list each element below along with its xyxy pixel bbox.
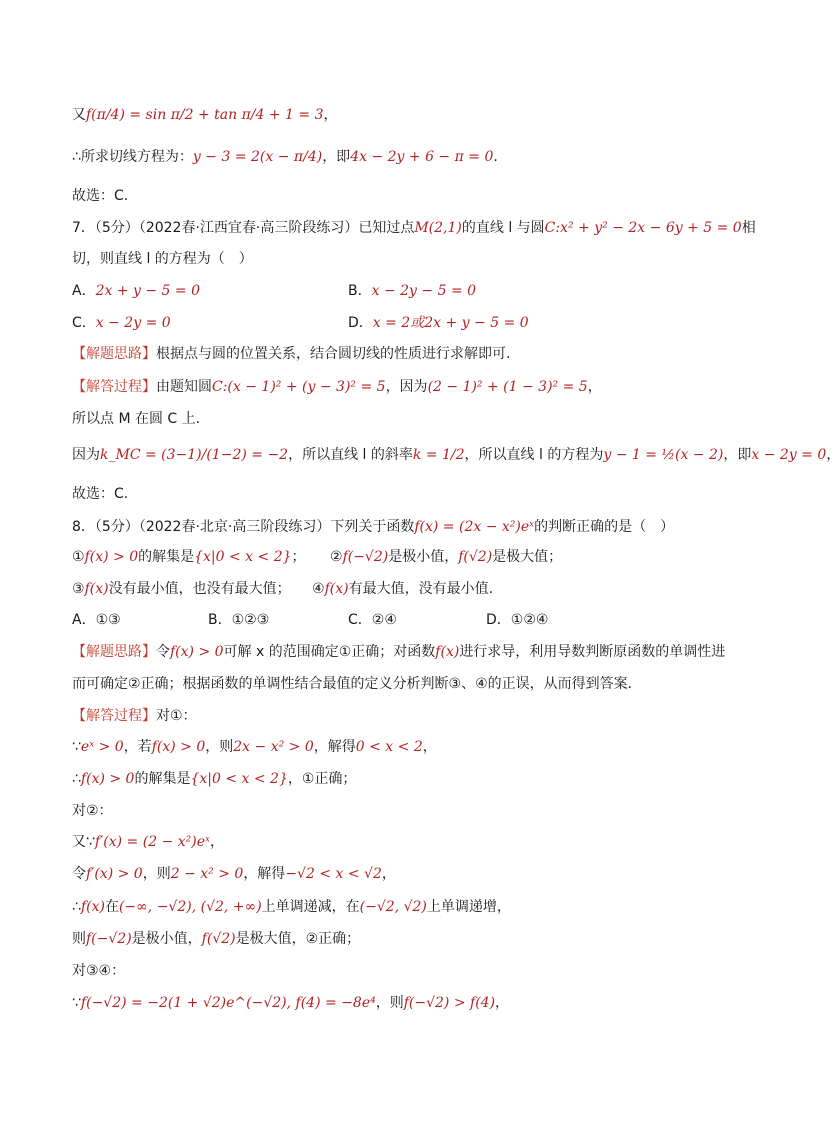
q7-stem-1	[72, 217, 754, 239]
prev-line-1	[72, 104, 754, 126]
idea-label: 【解题思路】	[72, 346, 156, 362]
label: D．	[348, 315, 373, 331]
text: 8．（5分）（2022春·北京·高三阶段练习）下列关于函数	[72, 519, 415, 535]
math: 2x − x² > 0	[233, 739, 314, 755]
math: f(√2)	[201, 931, 236, 947]
math: f(−√2) > f(4)	[403, 995, 496, 1011]
text: 上单调递增，	[426, 899, 511, 915]
text: ④	[312, 581, 325, 597]
math: {x|0 < x < 2}	[190, 771, 288, 787]
text: 相	[741, 220, 756, 236]
text: ，即	[723, 447, 752, 463]
math: f(−√2) = −2(1 + √2)e^(−√2), f(4) = −8e⁴	[80, 995, 376, 1011]
text: 进行求导，利用导数判断原函数的单调性进	[459, 644, 726, 660]
q7-options-row-1	[72, 280, 754, 302]
text: 可解 x 的范围确定①正确；对函数	[223, 644, 436, 660]
option-c	[72, 315, 171, 331]
q8-proc-8: 对③④：	[72, 963, 126, 979]
option-c: C．②④	[348, 612, 397, 628]
text: 是极大值，②正确；	[235, 931, 361, 947]
process-label: 【解答过程】	[72, 379, 156, 395]
math: 2x + y − 5 = 0	[95, 283, 200, 299]
text: 因为	[72, 447, 100, 463]
math: eˣ > 0	[80, 739, 124, 755]
math: (−∞, −√2), (√2, +∞)	[118, 899, 262, 915]
math: (2 − 1)² + (1 − 3)² = 5	[427, 379, 588, 395]
math: f′(x) = (2 − x²)eˣ	[94, 834, 210, 850]
statement-3	[72, 581, 291, 597]
q8-stem	[72, 516, 754, 538]
math: 0 < x < 2	[355, 739, 423, 755]
math: f(x) = (2x − x²)eˣ	[414, 519, 535, 535]
math: (−√2, √2)	[359, 899, 427, 915]
text: 又	[72, 107, 86, 123]
q8-statements-row-2	[72, 578, 754, 600]
q7-proc-3	[72, 444, 840, 466]
q8-proc-9	[72, 992, 754, 1014]
option-a: A．①③	[72, 612, 121, 628]
q7-proc-1	[72, 376, 754, 398]
option-a	[72, 283, 200, 299]
text: 是极大值；	[492, 549, 563, 565]
q8-idea-2: 而可确定②正确；根据函数的单调性结合最值的定义分析判断③、④的正误，从而得到答案．	[72, 676, 642, 692]
text: 令	[72, 866, 86, 882]
text: ；	[291, 549, 306, 565]
q7-stem-2: 切，则直线 l 的方程为（ ）	[72, 251, 253, 267]
text: ，所以直线 l 的斜率	[288, 447, 413, 463]
text: ∴所求切线方程为：	[72, 149, 193, 165]
idea-label: 【解题思路】	[72, 644, 156, 660]
text: ①	[72, 549, 85, 565]
text: 根据点与圆的位置关系，结合圆切线的性质进行求解即可.	[156, 346, 511, 362]
q8-proc-head	[72, 705, 754, 727]
q8-idea-1	[72, 641, 754, 663]
math: f(x) > 0	[151, 739, 206, 755]
math: f(x)	[84, 581, 109, 597]
text: ，则	[142, 866, 171, 882]
option-b	[348, 280, 476, 302]
math: k_MC = (3−1)/(1−2) = −2	[100, 447, 289, 463]
text: 有最大值，没有最小值.	[348, 581, 494, 597]
text: ，解得	[243, 866, 286, 882]
text: ，	[209, 834, 224, 850]
text: ，	[422, 739, 437, 755]
prev-answer: 故选：C.	[72, 188, 129, 204]
math: M(2,1)	[414, 220, 462, 236]
math: f(x) > 0	[80, 771, 135, 787]
math: f(x) > 0	[84, 549, 139, 565]
q7-idea	[72, 343, 754, 365]
math: k = 1/2	[412, 447, 465, 463]
label: A．	[72, 283, 96, 299]
math: x − 2y = 0	[751, 447, 827, 463]
text: ③	[72, 581, 85, 597]
text: 的判断正确的是（ ）	[534, 519, 675, 535]
math: f(x)	[435, 644, 460, 660]
math: f(√2)	[458, 549, 493, 565]
text: 则	[72, 931, 86, 947]
math: f(x) > 0	[170, 644, 224, 660]
text: 由题知圆	[156, 379, 212, 395]
text: ，	[826, 447, 840, 463]
text: ，所以直线 l 的方程为	[464, 447, 604, 463]
math: f(−√2)	[86, 931, 132, 947]
math: f′(x) > 0	[86, 866, 143, 882]
text: ，	[323, 107, 338, 123]
math: x − 2y − 5 = 0	[371, 283, 477, 299]
prev-line-2	[72, 146, 754, 168]
statement-1	[72, 549, 306, 565]
math: 2 − x² > 0	[170, 866, 244, 882]
math: {x|0 < x < 2}	[194, 549, 292, 565]
text: 令	[156, 644, 170, 660]
math: f(−√2)	[342, 549, 389, 565]
text: ，①正确；	[287, 771, 357, 787]
q7-options-row-2	[72, 312, 754, 334]
text: 在	[104, 899, 119, 915]
text: ②	[330, 549, 343, 565]
text: ∵	[72, 739, 81, 755]
q7-answer: 故选：C.	[72, 486, 129, 502]
q8-proc-3: 对②：	[72, 803, 113, 819]
option-d	[348, 312, 529, 334]
q8-proc-6	[72, 896, 754, 918]
text: 7．（5分）（2022春·江西宜春·高三阶段练习）已知过点	[72, 220, 415, 236]
text: 又∵	[72, 834, 95, 850]
text: 对①：	[156, 708, 197, 724]
math: y − 3 = 2(x − π/4)	[192, 149, 323, 165]
text: 的直线 l 与圆	[461, 220, 545, 236]
text: 没有最小值，也没有最大值；	[108, 581, 291, 597]
text: ，解得	[313, 739, 356, 755]
text: ，则	[375, 995, 404, 1011]
math: C:x² + y² − 2x − 6y + 5 = 0	[544, 220, 742, 236]
math: C:(x − 1)² + (y − 3)² = 5	[212, 379, 386, 395]
q8-proc-2	[72, 768, 754, 790]
text: ，	[495, 995, 510, 1011]
text: 上单调递减，在	[261, 899, 360, 915]
statement-2	[330, 546, 562, 568]
text: ∴	[72, 899, 81, 915]
math: f(x)	[80, 899, 105, 915]
math: x = 2或2x + y − 5 = 0	[372, 315, 529, 331]
text: .	[493, 149, 498, 165]
q8-proc-7	[72, 928, 754, 950]
text: ，	[587, 379, 602, 395]
statement-4	[312, 578, 493, 600]
text: ，即	[322, 149, 351, 165]
option-b: B．①②③	[208, 612, 270, 628]
process-label: 【解答过程】	[72, 708, 156, 724]
q7-proc-2: 所以点 M 在圆 C 上.	[72, 411, 201, 427]
text: ∴	[72, 771, 81, 787]
math: −√2 < x < √2	[285, 866, 382, 882]
text: ，	[381, 866, 396, 882]
q8-statements-row-1	[72, 546, 754, 568]
math: 4x − 2y + 6 − π = 0	[350, 149, 494, 165]
label: B．	[348, 283, 372, 299]
math: f(x)	[324, 581, 349, 597]
math: y − 1 = ½(x − 2)	[603, 447, 724, 463]
math: f(π/4) = sin π/2 + tan π/4 + 1 = 3	[86, 107, 324, 123]
text: ∵	[72, 995, 81, 1011]
q8-proc-4	[72, 831, 754, 853]
text: 是极小值，	[131, 931, 202, 947]
q8-proc-1	[72, 736, 754, 758]
q8-options	[72, 609, 754, 631]
text: ，因为	[385, 379, 428, 395]
text: ，则	[205, 739, 234, 755]
q8-proc-5	[72, 863, 754, 885]
math: x − 2y = 0	[95, 315, 171, 331]
text: 是极小值，	[388, 549, 459, 565]
text: 的解集是	[138, 549, 195, 565]
text: 的解集是	[134, 771, 191, 787]
label: C．	[72, 315, 96, 331]
option-d: D．①②④	[486, 612, 549, 628]
text: ，若	[123, 739, 152, 755]
